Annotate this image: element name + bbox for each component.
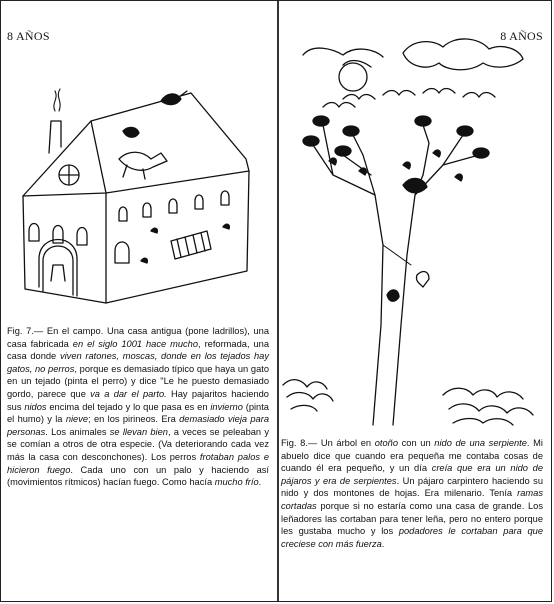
- caption-segment: Un árbol en: [317, 438, 375, 448]
- caption-segment: se llevan bien: [109, 426, 168, 437]
- caption-segment: nidos: [24, 401, 47, 412]
- caption-segment: en el siglo 1001 hace mucho: [72, 338, 199, 349]
- caption-segment: nieve: [65, 414, 89, 425]
- caption-segment: (pinta el humo) y la: [7, 401, 269, 425]
- age-heading-left: 8 AÑOS: [7, 29, 50, 43]
- caption-segment: , porque es demasiado típico que haya un gato en un tejado (pinta el perro) y dice "Le he puesto demasiado gordo, parece que: [7, 363, 270, 399]
- caption-segment: . Cada uno con un palo y haciendo así (movimientos rítmicos) hacían fuego. Como hacía: [7, 464, 270, 488]
- caption-segment: demasiado vieja para personas: [7, 414, 269, 437]
- caption-segment: nido de una serpiente: [434, 438, 527, 448]
- caption-segment: . Un pájaro carpintero haciendo su nido y dos montones de hojas. Era milenario. Tenía: [281, 475, 543, 499]
- caption-segment: encima del tejado y lo que pasa es en: [46, 401, 211, 412]
- caption-segment: otoño: [374, 438, 398, 448]
- caption-segment: , reformada, una casa donde: [7, 338, 269, 362]
- age-heading-right: 8 AÑOS: [500, 29, 543, 43]
- caption-segment: creía que era un nido de pájaros y era de serpientes: [281, 463, 543, 486]
- caption-segment: . Mi abuelo dice que cuando era pequeña me contaba cosas de cuando él era pequeño, y un día: [281, 438, 543, 474]
- caption-segment: En el campo. Una casa antigua (pone ladrillos), una casa fabricada: [7, 326, 269, 349]
- caption-segment: porque si no estaría como una casa de grande. Los leñadores las cortaban para tener leña, pero no entero porque les gustaba mucho y los: [281, 500, 543, 537]
- figure-8-tree-drawing: [283, 25, 543, 430]
- caption-segment: va a dar el parto.: [90, 388, 167, 399]
- figure-8-caption-text: [281, 437, 543, 550]
- caption-segment: podadores le cortaban para que creciese con más fuerza: [281, 526, 543, 549]
- caption-segment: , a veces se peleaban y se comían a otros de otra especie. (Va deteriorando cada vez más la casa con desconchones). Los perros: [7, 426, 269, 462]
- caption-segment: ; en los pirineos. Era: [88, 414, 180, 425]
- figure-7-caption-text: [7, 325, 269, 489]
- caption-segment: mucho frío: [214, 477, 259, 488]
- figure-label: Fig. 8.—: [281, 438, 318, 448]
- caption-segment: invierno: [210, 401, 243, 412]
- caption-segment: .: [258, 477, 262, 488]
- caption-segment: ramas cortadas: [281, 488, 543, 511]
- caption-segment: . Los animales: [45, 426, 110, 437]
- caption-segment: .: [381, 538, 385, 549]
- caption-segment: Hay pajaritos haciendo sus: [7, 388, 269, 412]
- figure-label: Fig. 7.—: [7, 326, 44, 336]
- caption-segment: viven ratones, moscas, donde en los tejados hay gatos, no perros: [7, 351, 269, 374]
- caption-segment: frotaban palos e hicieron fuego: [7, 451, 269, 475]
- caption-segment: con un: [397, 438, 435, 448]
- figure-7-house-drawing: [11, 81, 251, 316]
- figure-7-caption: [7, 325, 269, 489]
- figure-8-caption: [281, 437, 543, 550]
- column-divider: [277, 1, 279, 602]
